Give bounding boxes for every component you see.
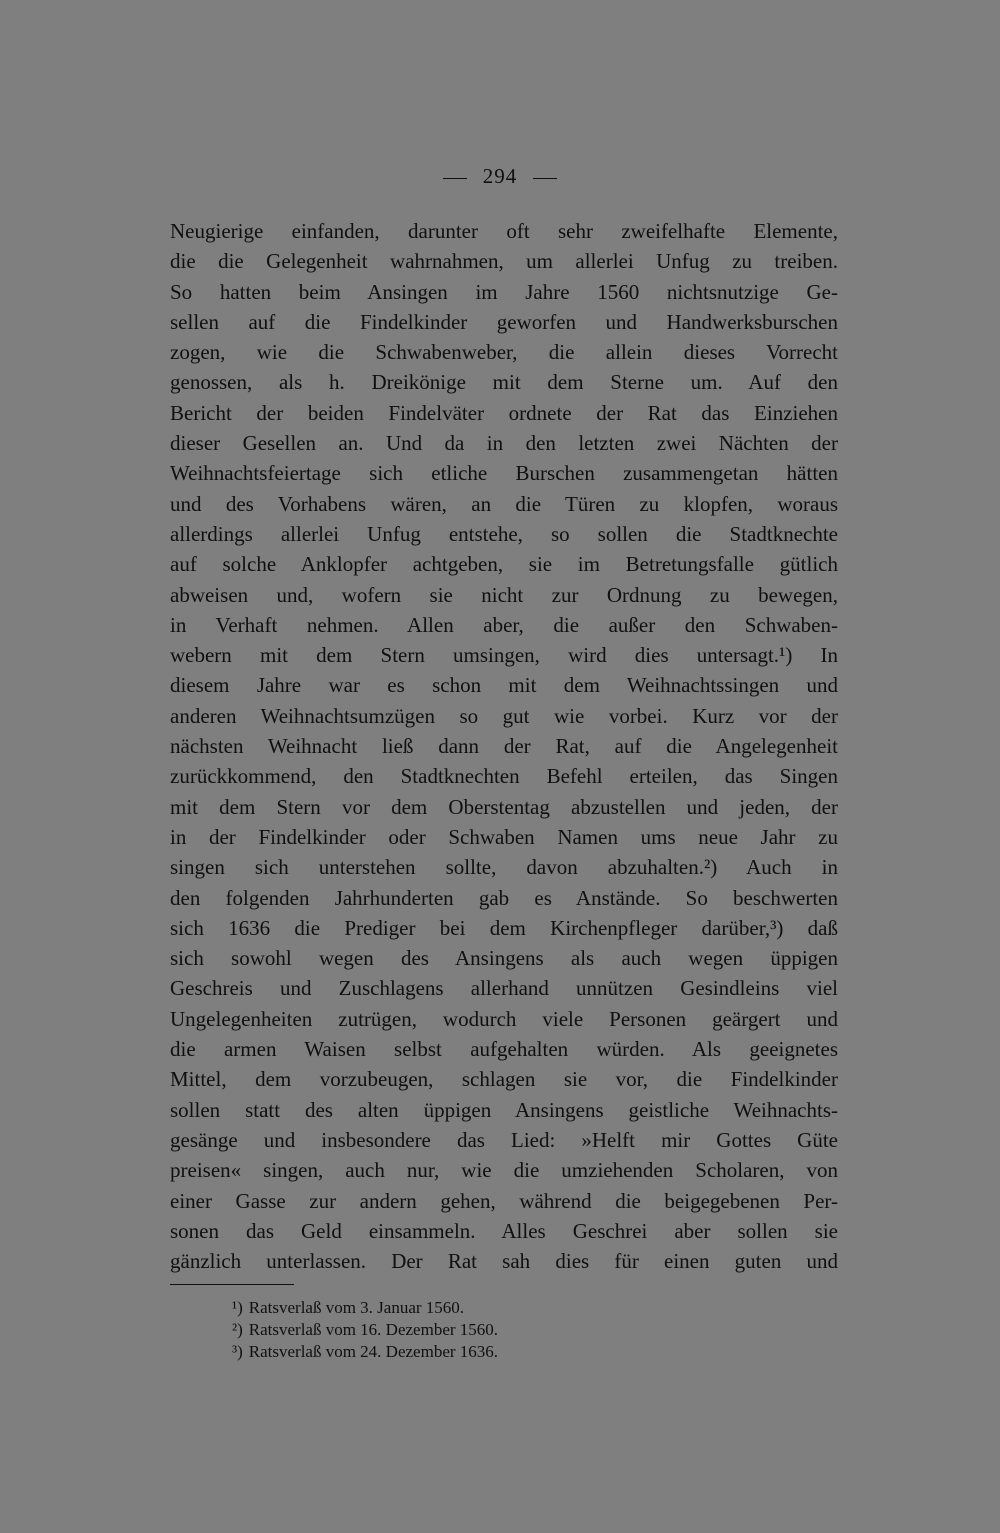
text-line: die die Gelegenheit wahrnahmen, um allerlei Unfug zu treiben. bbox=[170, 249, 838, 274]
text-line: Ungelegenheiten zutrügen, wodurch viele Personen geärgert und bbox=[170, 1006, 838, 1031]
text-line: anderen Weihnachtsumzügen so gut wie vorbei. Kurz vor der bbox=[170, 703, 838, 728]
text-line: diesem Jahre war es schon mit dem Weihnachtssingen und bbox=[170, 673, 838, 698]
footnote-separator bbox=[170, 1284, 294, 1285]
text-line: sich sowohl wegen des Ansingens als auch wegen üppigen bbox=[170, 946, 838, 971]
text-line: webern mit dem Stern umsingen, wird dies untersagt.¹) In bbox=[170, 643, 838, 668]
text-line: Mittel, dem vorzubeugen, schlagen sie vor, die Findelkinder bbox=[170, 1067, 838, 1092]
text-line: in der Findelkinder oder Schwaben Namen ums neue Jahr zu bbox=[170, 824, 838, 849]
text-line: und des Vorhabens wären, an die Türen zu klopfen, woraus bbox=[170, 491, 838, 516]
text-line: dieser Gesellen an. Und da in den letzten zwei Nächten der bbox=[170, 431, 838, 456]
text-line: gesänge und insbesondere das Lied: »Helft mir Gottes Güte bbox=[170, 1127, 838, 1152]
text-line: Bericht der beiden Findelväter ordnete der Rat das Einziehen bbox=[170, 400, 838, 425]
body-text bbox=[170, 216, 838, 1276]
text-line: allerdings allerlei Unfug entstehe, so sollen die Stadtknechte bbox=[170, 521, 838, 546]
text-line: sich 1636 die Prediger bei dem Kirchenpfleger darüber,³) daß bbox=[170, 915, 838, 940]
page-number: 294 bbox=[482, 164, 518, 188]
text-line: auf solche Anklopfer achtgeben, sie im Betretungsfalle gütlich bbox=[170, 552, 838, 577]
text-line: Weihnachtsfeiertage sich etliche Burschen zusammengetan hätten bbox=[170, 461, 838, 486]
text-line: einer Gasse zur andern gehen, während die beigegebenen Per- bbox=[170, 1188, 838, 1213]
footnote bbox=[232, 1319, 732, 1341]
footnote-text: Ratsverlaß vom 16. Dezember 1560. bbox=[248, 1320, 499, 1339]
text-line: sonen das Geld einsammeln. Alles Geschrei aber sollen sie bbox=[170, 1218, 838, 1243]
text-line: Neugierige einfanden, darunter oft sehr zweifelhafte Elemente, bbox=[170, 219, 838, 243]
text-line: in Verhaft nehmen. Allen aber, die außer den Schwaben- bbox=[170, 612, 838, 637]
header-dash-right bbox=[533, 178, 557, 179]
text-line: So hatten beim Ansingen im Jahre 1560 nichtsnutzige Ge- bbox=[170, 279, 838, 304]
header-dash-left bbox=[443, 178, 467, 179]
text-line: die armen Waisen selbst aufgehalten würden. Als geeignetes bbox=[170, 1037, 838, 1062]
footnote bbox=[232, 1297, 732, 1319]
page-header bbox=[0, 164, 1000, 189]
text-line: genossen, als h. Dreikönige mit dem Sterne um. Auf den bbox=[170, 370, 838, 395]
text-line: den folgenden Jahrhunderten gab es Anstände. So beschwerten bbox=[170, 885, 838, 910]
text-line: zogen, wie die Schwabenweber, die allein dieses Vorrecht bbox=[170, 340, 838, 365]
text-line: nächsten Weihnacht ließ dann der Rat, auf die Angelegenheit bbox=[170, 734, 838, 759]
text-line: Geschreis und Zuschlagens allerhand unnützen Gesindleins viel bbox=[170, 976, 838, 1001]
text-line: mit dem Stern vor dem Oberstentag abzustellen und jeden, der bbox=[170, 794, 838, 819]
footnote-mark: ¹) bbox=[232, 1298, 243, 1317]
footnote-mark: ³) bbox=[232, 1342, 243, 1361]
text-line: sellen auf die Findelkinder geworfen und Handwerksburschen bbox=[170, 309, 838, 334]
text-line: preisen« singen, auch nur, wie die umziehenden Scholaren, von bbox=[170, 1158, 838, 1183]
footnote-text: Ratsverlaß vom 24. Dezember 1636. bbox=[248, 1342, 499, 1361]
text-line: zurückkommend, den Stadtknechten Befehl erteilen, das Singen bbox=[170, 764, 838, 789]
footnote bbox=[232, 1341, 732, 1363]
text-line: sollen statt des alten üppigen Ansingens geistliche Weihnachts- bbox=[170, 1097, 838, 1122]
footnote-text: Ratsverlaß vom 3. Januar 1560. bbox=[248, 1298, 465, 1317]
footnotes bbox=[232, 1297, 732, 1363]
text-line: abweisen und, wofern sie nicht zur Ordnung zu bewegen, bbox=[170, 582, 838, 607]
text-line: singen sich unterstehen sollte, davon abzuhalten.²) Auch in bbox=[170, 855, 838, 880]
text-line: gänzlich unterlassen. Der Rat sah dies für einen guten und bbox=[170, 1249, 838, 1274]
footnote-mark: ²) bbox=[232, 1320, 243, 1339]
